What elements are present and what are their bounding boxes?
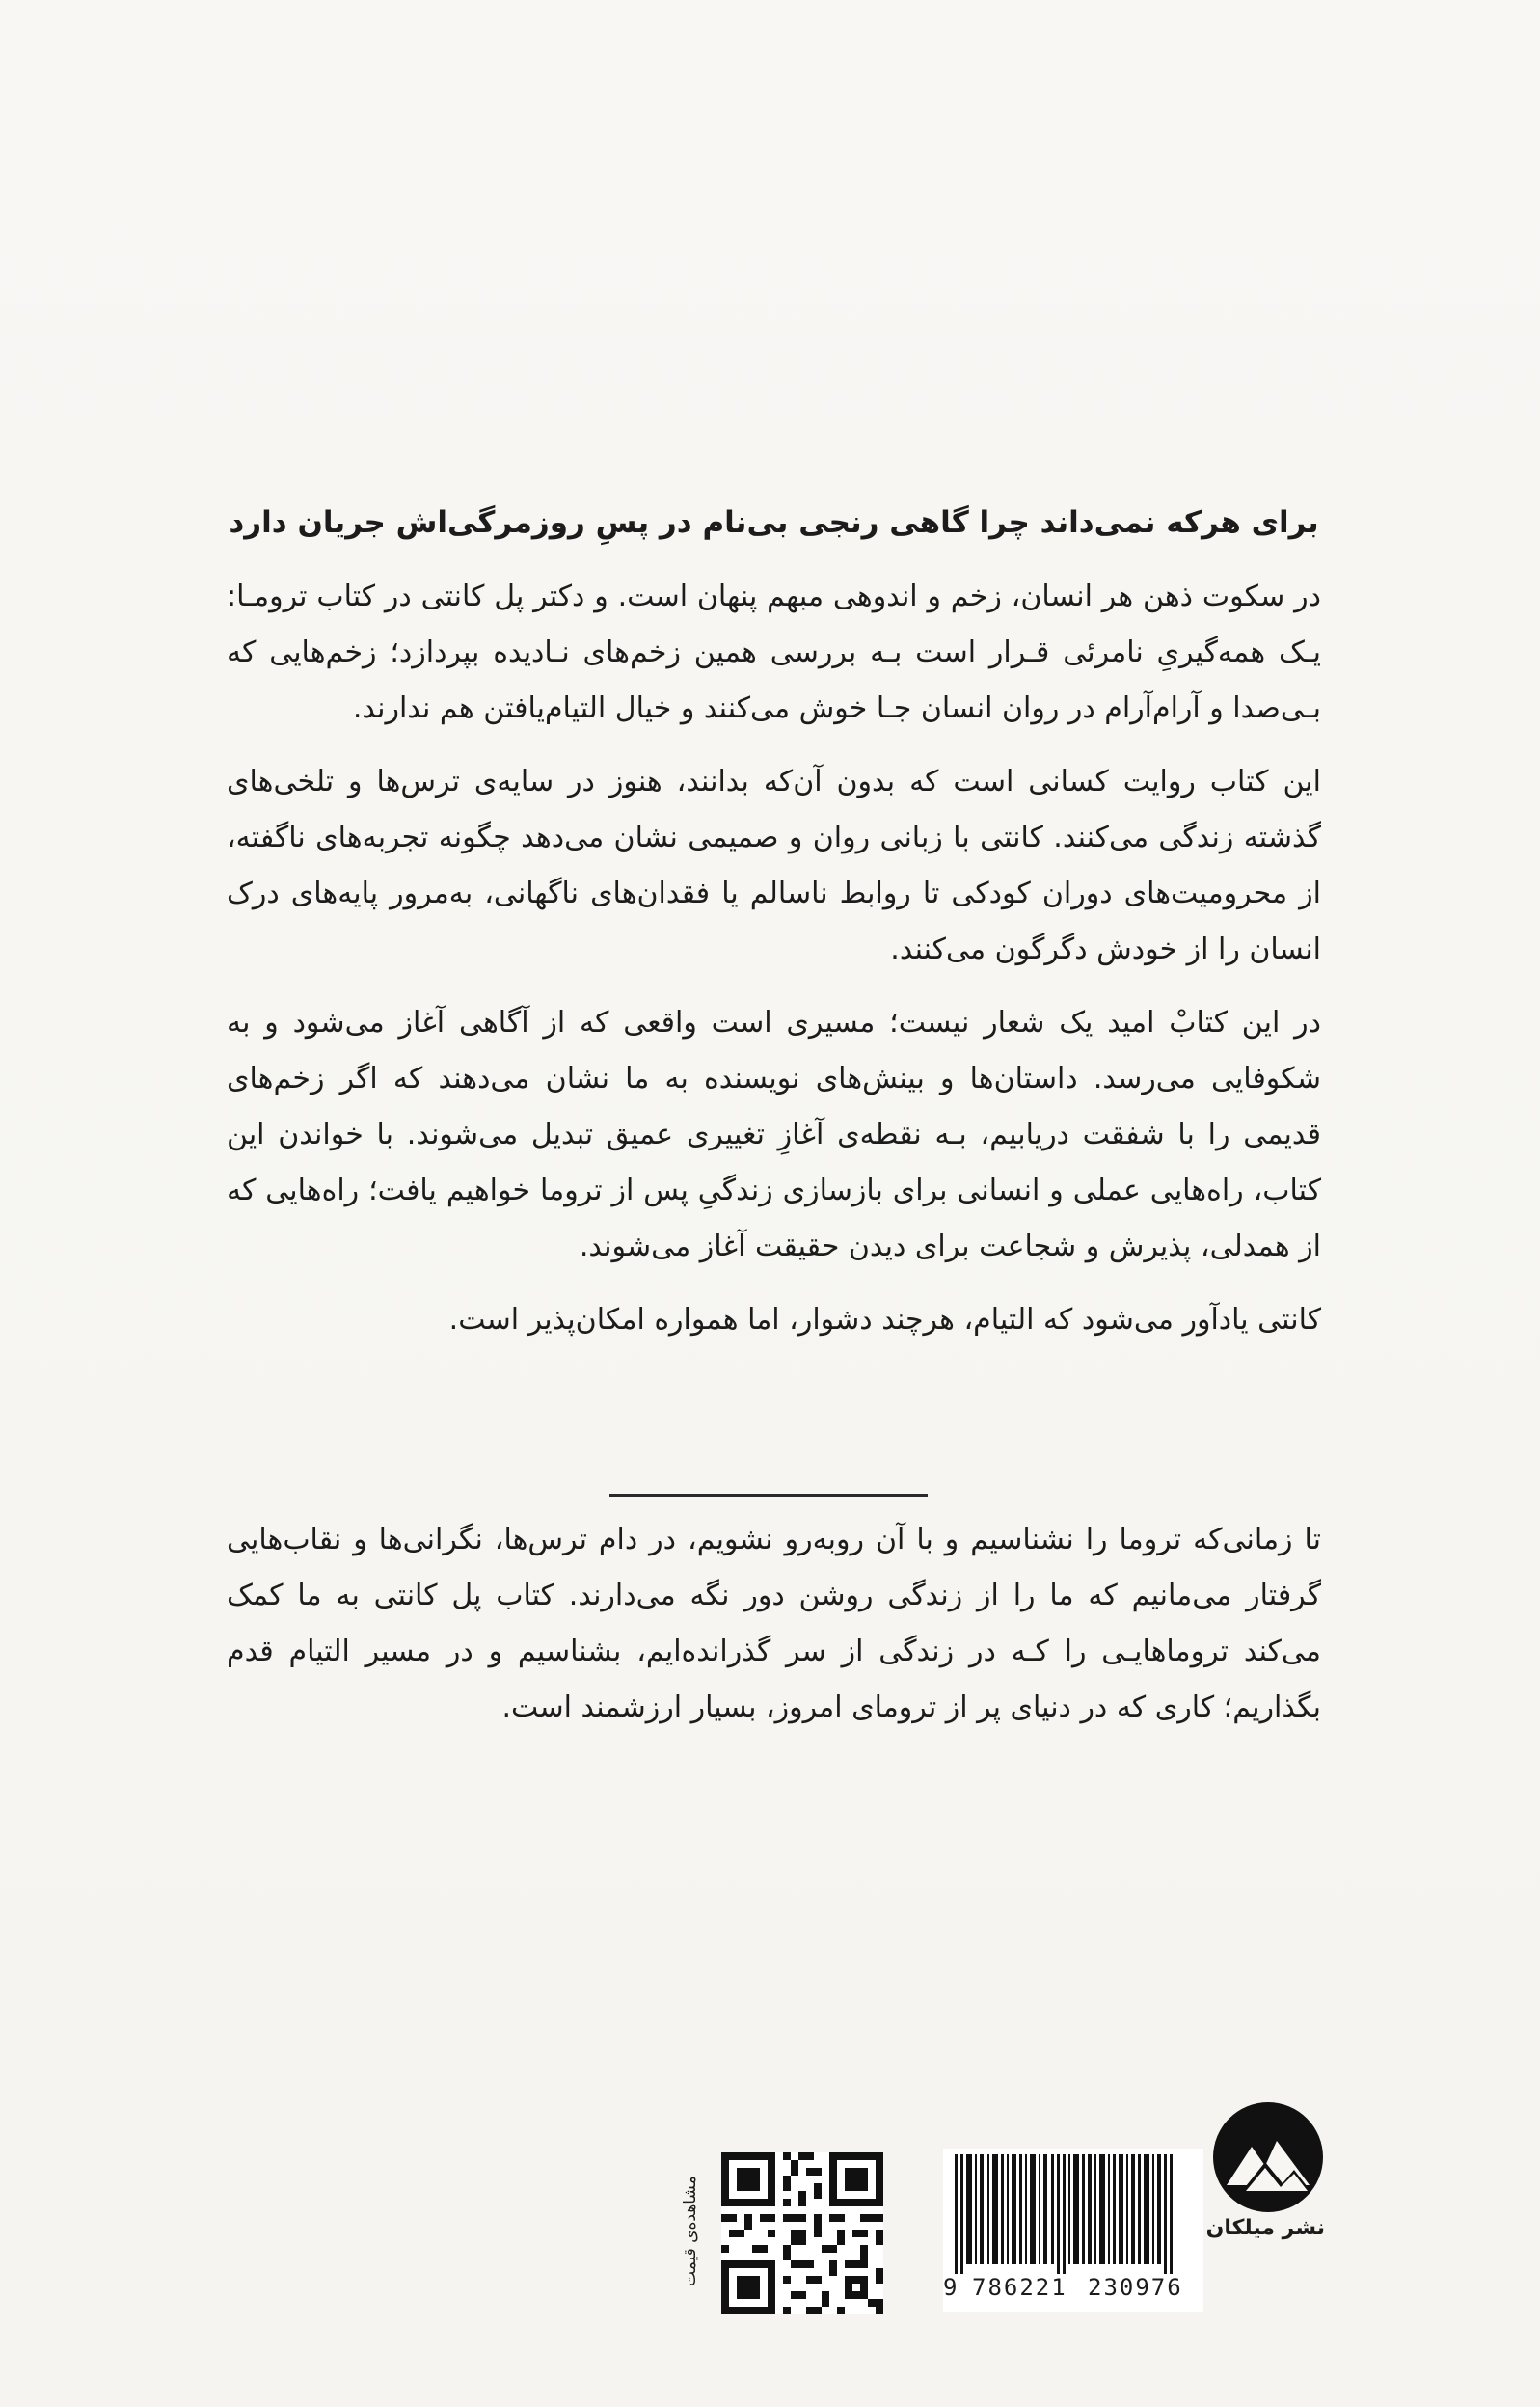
barcode-bars-icon [951,2154,1198,2274]
barcode-digits-right: 230976 [1088,2274,1183,2301]
blurb-paragraph-3: در این کتابْ امید یک شعار نیست؛ مسیری است واقعی که از آگاهی آغاز می‌شود و به شکوفایی می‌رسد. داستان‌ها و بینش‌های نویسنده به ما نشان می‌دهند که اگر زخم‌های قدیمی را با شفقت دریابیم، بـه نقطه‌ی آغازِ تغییری عمیق تبدیل می‌شوند. با خواندن این کتاب، راه‌هایی عملی و انسانی برای بازسازی زندگیِ پس از تروما خواهیم یافت؛ راه‌هایی که از همدلی، پذیرش و شجاعت برای دیدن حقیقت آغاز می‌شوند. [227,1006,1321,1263]
blurb-paragraph-2: این کتاب روایت کسانی است که بدون آن‌که بدانند، هنوز در سایه‌ی ترس‌ها و تلخی‌های گذشته زندگی می‌کنند. کانتی با زبانی روان و صمیمی نشان می‌دهد چگونه تجربه‌های ناگفته، از محرومیت‌های دوران کودکی تا روابط ناسالم یا فقدان‌های ناگهانی، به‌مرور پایه‌های درک انسان را از خودش دگرگون می‌کنند. [227,765,1321,966]
isbn-barcode [943,2149,1203,2312]
qr-caption: مشاهده‌ی قیمت [681,2176,700,2287]
blurb-paragraph-1: در سکوت ذهن هر انسان، زخم و اندوهی مبهم پنهان است. و دکتر پل کانتی در کتاب ترومـا: یـک همه‌گیریِ نامرئی قـرار است بـه بررسی همین زخم‌های نـادیده بپردازد؛ زخم‌هایی که بـی‌صدا و آرام‌آرام در روان انسان جـا خوش می‌کنند و خیال التیام‌یافتن هم ندارند. [227,580,1321,725]
headline: برای هرکه نمی‌داند چرا گاهی رنجی بی‌نام در پسِ روزمرگی‌اش جریان دارد [229,505,1319,540]
section-divider [609,1494,928,1497]
mountain-logo-icon [1213,2102,1323,2212]
closing-paragraph: تا زمانی‌که تروما را نشناسیم و با آن روبه‌رو نشویم، در دام ترس‌ها، نگرانی‌ها و نقاب‌هایی گرفتار می‌مانیم که ما را از زندگی روشن دور نگه می‌دارند. کتاب پل کانتی به ما کمک می‌کند تروماهایـی را کـه در زندگی از سر گذرانده‌ایم، بشناسیم و در مسیر التیام قدم بگذاریم؛ کاری که در دنیای پر از ترومای امروز، بسیار ارزشمند است. [227,1523,1321,1724]
blurb-paragraph-4: کانتی یادآور می‌شود که التیام، هرچند دشوار، اما همواره امکان‌پذیر است. [448,1303,1321,1337]
barcode-digits-left: 786221 [972,2274,1067,2301]
publisher-logo [1205,2102,1329,2240]
publisher-name: نشر میلکان [1205,2216,1325,2240]
blurb-body [227,569,1321,1366]
closing-section [227,1512,1321,1753]
barcode-lead-digit: 9 [943,2274,958,2301]
qr-code-icon[interactable] [721,2152,883,2314]
